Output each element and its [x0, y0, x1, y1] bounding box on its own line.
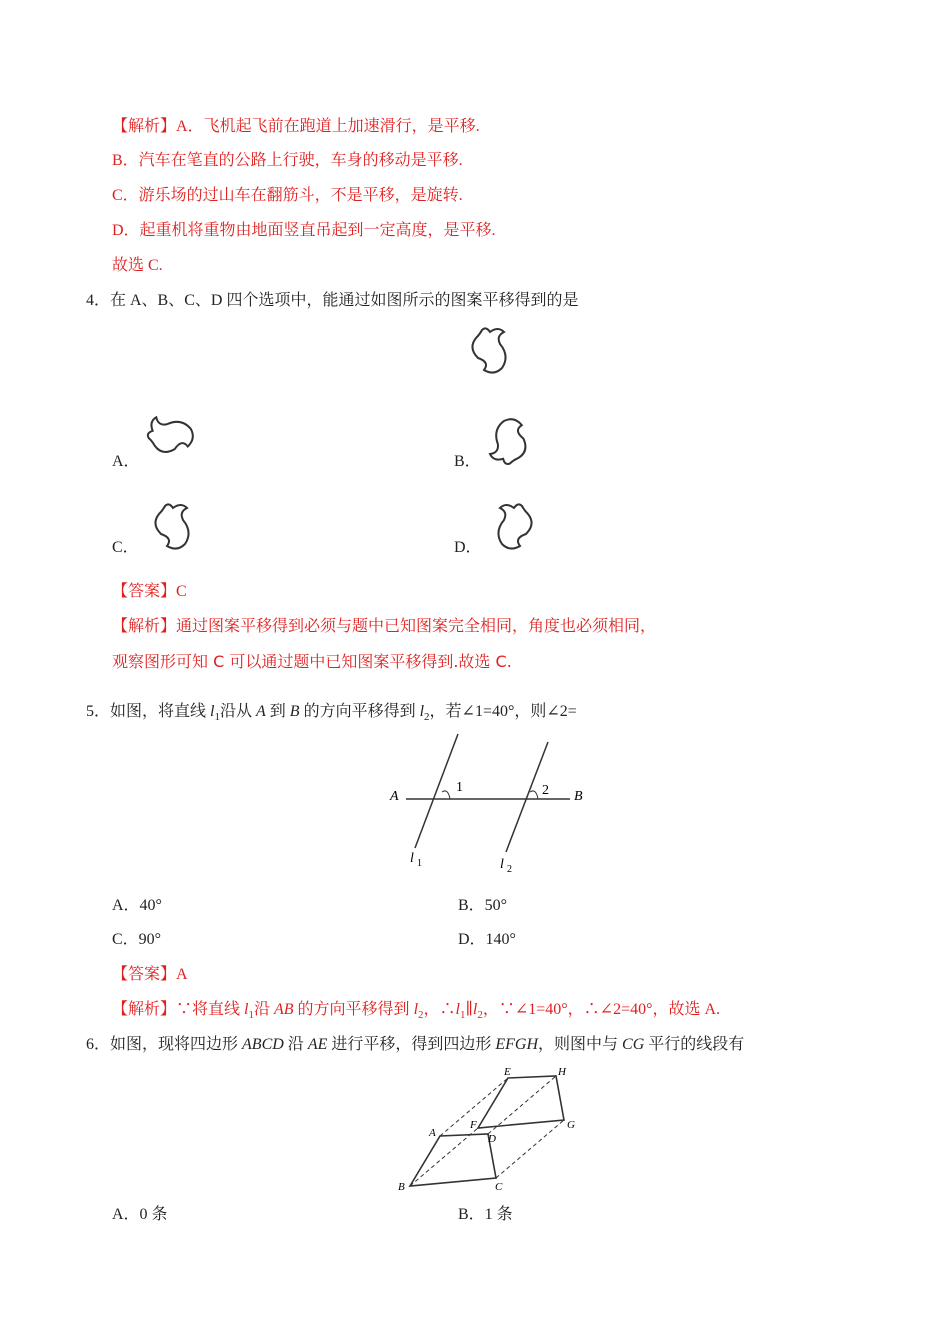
q4-option-c-figure [145, 500, 205, 556]
q6-stem-part: 平行的线段有 [644, 1036, 745, 1053]
q5-stem-part: 到 [265, 703, 290, 720]
q5-analysis-part: ，∵∠1=40°，∴∠2=40°，故选 A. [482, 1001, 721, 1018]
answer-tag: 【答案】 [112, 966, 177, 983]
q5-figure [380, 728, 590, 878]
var-AE: AE [307, 1036, 328, 1053]
label-l1-sub: 1 [417, 858, 422, 869]
var-AB: AB [274, 1001, 294, 1018]
parallel-symbol: ∥ [465, 1001, 473, 1018]
var-l: l [472, 1001, 478, 1018]
segment-cg [496, 1120, 564, 1178]
label-G: G [567, 1119, 575, 1131]
q5-analysis-part: 的方向平移得到 [293, 1001, 414, 1018]
q5-option-a: A．40° [112, 897, 162, 914]
answer-value: A [176, 966, 188, 983]
q5-analysis-part: 沿 [253, 1001, 274, 1018]
analysis-tag: 【解析】 [112, 616, 177, 635]
q4-option-b: B． [454, 453, 481, 470]
q4-original-figure [456, 322, 526, 382]
label-B: B [398, 1181, 405, 1193]
q4-option-c: C． [112, 539, 139, 556]
label-C: C [495, 1181, 503, 1193]
var-EFGH: EFGH [495, 1036, 539, 1053]
q5-option-c: C．90° [112, 931, 162, 948]
segment-dh [488, 1076, 556, 1134]
q4-analysis-line2: 观察图形可知 C 可以通过题中已知图案平移得到.故选 C. [112, 652, 512, 671]
label-B: B [574, 789, 583, 804]
var-l: l [455, 1001, 460, 1018]
q5-stem-part: 5．如图，将直线 [86, 703, 211, 720]
q4-option-a: A． [112, 453, 140, 470]
q6-option-b: B．1 条 [458, 1206, 513, 1223]
q6-stem-part: ，则图中与 [538, 1036, 623, 1053]
label-E: E [504, 1066, 511, 1078]
sub: 2 [424, 711, 430, 724]
analysis-tag: 【解析】 [112, 1001, 177, 1018]
q6-stem-part: 进行平移，得到四边形 [327, 1036, 496, 1053]
q3-conclusion: 故选 C. [112, 257, 163, 274]
q5-stem-part: 的方向平移得到 [299, 703, 420, 720]
q3-analysis-d: D．起重机将重物由地面竖直吊起到一定高度，是平移. [112, 222, 496, 239]
var-ABCD: ABCD [242, 1036, 284, 1053]
q5-stem-part: 沿从 [219, 703, 256, 720]
q4-answer [112, 582, 187, 602]
label-D: D [488, 1133, 496, 1145]
leaf-icon [472, 328, 505, 372]
quad-abcd [410, 1134, 496, 1186]
q3-analysis-a [112, 117, 480, 137]
q3-analysis-b: B．汽车在笔直的公路上行驶，车身的移动是平移. [112, 152, 463, 169]
answer-tag: 【答案】 [112, 583, 177, 600]
q5-analysis-part: ∵将直线 [176, 1001, 245, 1018]
q5-analysis-part: ，∴ [423, 1001, 456, 1018]
var-l: l [413, 1001, 419, 1018]
sub: 1 [214, 711, 220, 724]
leaf-icon-c [155, 504, 188, 548]
q5-option-b: B．50° [458, 897, 508, 914]
sub: 1 [459, 1009, 466, 1022]
q6-stem [86, 1035, 744, 1055]
angle1-arc [442, 791, 450, 799]
q5-analysis [112, 1000, 720, 1025]
answer-value: C [176, 583, 187, 600]
label-l2-sub: 2 [507, 864, 512, 875]
var-l: l [210, 703, 215, 720]
label-l2: l [500, 857, 504, 872]
var-CG: CG [622, 1036, 645, 1053]
q3-analysis-c: C．游乐场的过山车在翻筋斗，不是平移，是旋转. [112, 187, 463, 204]
q6-stem-part: 沿 [283, 1036, 308, 1053]
label-F: F [470, 1119, 477, 1131]
var-B: B [289, 703, 300, 720]
label-A: A [429, 1127, 436, 1139]
line-l1 [415, 734, 458, 848]
q4-option-b-figure [482, 410, 542, 466]
label-A: A [390, 789, 399, 804]
q3-analysis-a-text: A．飞机起飞前在跑道上加速滑行，是平移. [176, 118, 480, 135]
var-l: l [419, 703, 425, 720]
q4-analysis-line1 [112, 616, 656, 636]
q5-stem-part: ，若∠1=40°，则∠2= [429, 703, 577, 720]
q5-option-d: D．140° [458, 931, 516, 948]
q4-analysis-text1: 通过图案平移得到必须与题中已知图案完全相同，角度也必须相同， [176, 616, 657, 635]
leaf-icon-b [487, 415, 533, 466]
var-l: l [244, 1001, 249, 1018]
quad-efgh [478, 1076, 564, 1128]
q4-option-d-figure [486, 500, 546, 556]
sub: 2 [418, 1009, 424, 1022]
var-A: A [255, 703, 266, 720]
leaf-icon-d [498, 504, 531, 548]
analysis-tag: 【解析】 [112, 118, 177, 135]
q6-stem-part: 6．如图，现将四边形 [86, 1036, 243, 1053]
label-angle2: 2 [542, 783, 549, 798]
label-H: H [558, 1066, 566, 1078]
leaf-icon-a [145, 415, 196, 458]
angle2-arc [530, 791, 538, 799]
segment-bf [410, 1128, 478, 1186]
q4-stem: 4．在 A、B、C、D 四个选项中，能通过如图所示的图案平移得到的是 [86, 292, 579, 309]
label-l1: l [410, 851, 414, 866]
q4-option-d: D． [454, 539, 482, 556]
q6-option-a: A．0 条 [112, 1206, 168, 1223]
q6-figure [394, 1062, 594, 1198]
label-angle1: 1 [456, 780, 463, 795]
q5-answer [112, 965, 188, 985]
q5-stem [86, 702, 577, 727]
sub: 2 [477, 1009, 483, 1022]
q4-option-a-figure [142, 408, 202, 464]
sub: 1 [248, 1009, 254, 1022]
